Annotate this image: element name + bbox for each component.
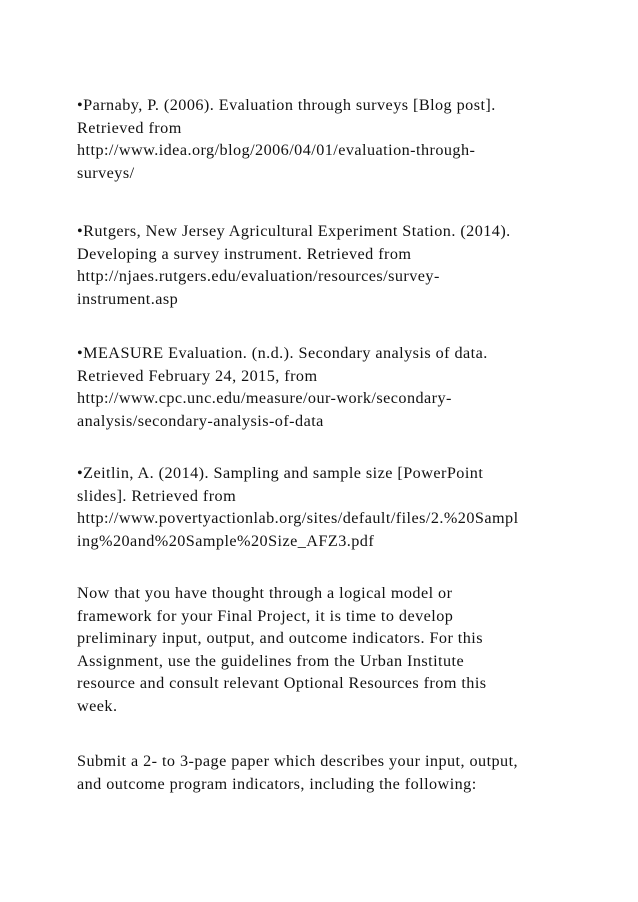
paragraph-line: Submit a 2- to 3-page paper which describes your input, output, (77, 752, 519, 770)
reference-zeitlin (77, 462, 567, 552)
reference-line: http://www.povertyactionlab.org/sites/default/files/2.%20Sampl (77, 509, 519, 528)
reference-line: •Rutgers, New Jersey Agricultural Experiment Station. (2014). (77, 222, 511, 240)
reference-line: •MEASURE Evaluation. (n.d.). Secondary analysis of data. (77, 344, 488, 362)
paragraph-line: week. (77, 696, 118, 715)
paragraph-line: and outcome program indicators, including the following: (77, 774, 477, 793)
assignment-intro-paragraph (77, 582, 567, 718)
paragraph-line: resource and consult relevant Optional Resources from this (77, 674, 487, 693)
reference-line: •Zeitlin, A. (2014). Sampling and sample size [PowerPoint (77, 464, 484, 482)
paragraph-line: preliminary input, output, and outcome indicators. For this (77, 629, 483, 648)
reference-line: instrument.asp (77, 289, 179, 308)
reference-line: Developing a survey instrument. Retrieved from (77, 244, 412, 263)
reference-parnaby (77, 94, 567, 184)
submission-instructions-paragraph (77, 750, 567, 795)
paragraph-line: framework for your Final Project, it is time to develop (77, 606, 454, 625)
reference-line: analysis/secondary-analysis-of-data (77, 411, 324, 430)
reference-line: Retrieved from (77, 118, 182, 137)
reference-line: http://www.cpc.unc.edu/measure/our-work/secondary- (77, 389, 452, 408)
reference-measure (77, 342, 567, 432)
reference-rutgers (77, 220, 567, 310)
reference-line: Retrieved February 24, 2015, from (77, 366, 318, 385)
reference-line: http://www.idea.org/blog/2006/04/01/evaluation-through- (77, 141, 476, 160)
reference-line: surveys/ (77, 163, 135, 182)
reference-line: slides]. Retrieved from (77, 486, 237, 505)
reference-line: http://njaes.rutgers.edu/evaluation/resources/survey- (77, 267, 440, 286)
reference-line: •Parnaby, P. (2006). Evaluation through surveys [Blog post]. (77, 96, 496, 114)
paragraph-line: Now that you have thought through a logical model or (77, 584, 453, 602)
reference-line: ing%20and%20Sample%20Size_AFZ3.pdf (77, 531, 375, 550)
paragraph-line: Assignment, use the guidelines from the Urban Institute (77, 651, 465, 670)
